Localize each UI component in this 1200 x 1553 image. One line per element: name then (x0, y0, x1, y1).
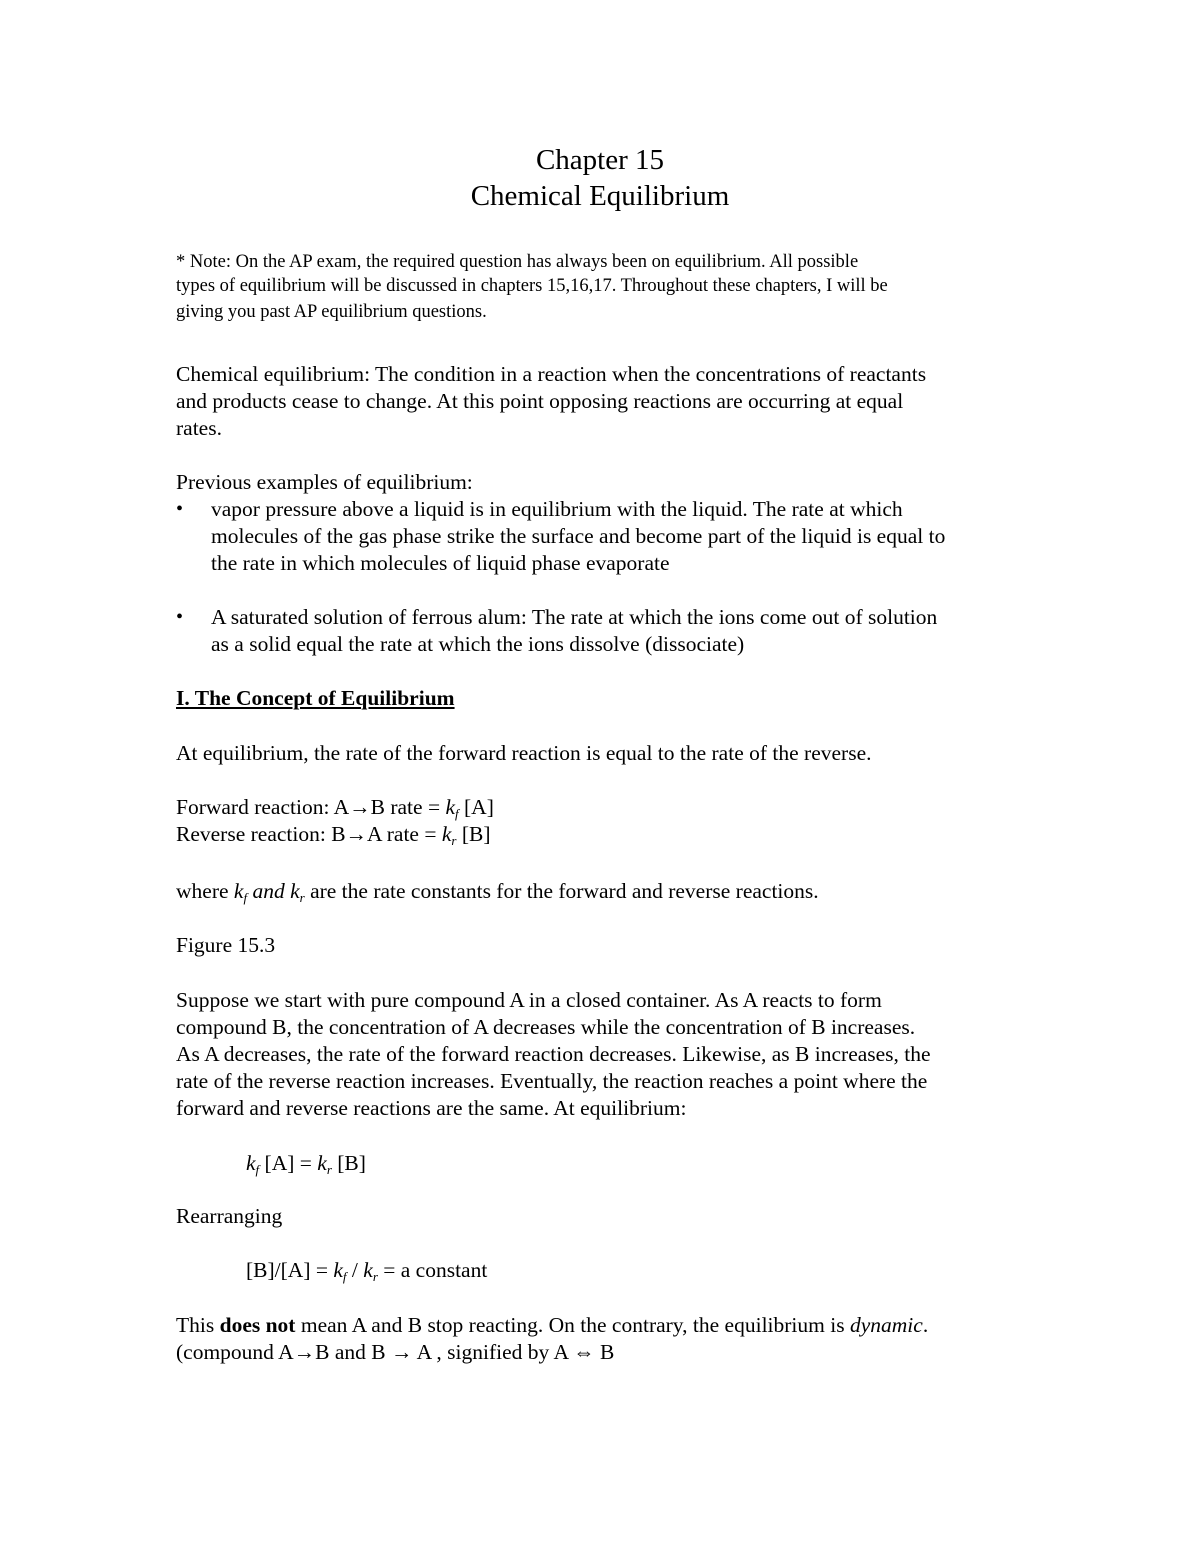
dynamic-notation: (compound A→B and B → A , signified by A ⇔ B (176, 1340, 615, 1364)
text-span: This (176, 1313, 220, 1337)
text-span: [B] (331, 1151, 366, 1175)
rate-constant-symbol: k (441, 822, 452, 846)
text-span: . (922, 1313, 929, 1337)
example-1-line-1: vapor pressure above a liquid is in equilibrium with the liquid. The rate at which (211, 497, 903, 521)
dynamic-statement (176, 1312, 928, 1339)
paragraph-line-3: As A decreases, the rate of the forward reaction decreases. Likewise, as B increases, the (176, 1042, 931, 1066)
rate-constant-symbol: k (317, 1151, 327, 1175)
reverse-reaction-tail: [B] (456, 822, 491, 846)
rate-constant-symbol: k (233, 879, 244, 903)
rate-constant-subscript: r (326, 1162, 332, 1177)
note-line-2: types of equilibrium will be discussed in chapters 15,16,17. Throughout these chapters, I will be (176, 276, 888, 296)
rate-constant-subscript: r (299, 890, 305, 905)
rate-constant-symbol: k (445, 795, 456, 819)
note-line-1: * Note: On the AP exam, the required question has always been on equilibrium. All possible (176, 252, 859, 272)
rate-constant-definition (176, 878, 819, 905)
text-span: / (346, 1258, 364, 1282)
page-title: Chemical Equilibrium (470, 180, 730, 212)
text-span: = a constant (377, 1258, 488, 1282)
equilibrium-equation (246, 1150, 366, 1177)
example-2-line-1: A saturated solution of ferrous alum: The rate at which the ions come out of solution (211, 605, 938, 629)
rate-constant-subscript: r (451, 833, 457, 848)
definition-line-3: rates. (176, 416, 222, 440)
rate-constant-symbol: k (363, 1258, 373, 1282)
reverse-reaction (176, 821, 491, 848)
bullet-icon: • (176, 498, 184, 520)
text-span: are the rate constants for the forward and reverse reactions. (304, 879, 819, 903)
rate-constant-subscript: r (372, 1269, 378, 1284)
example-1-line-2: molecules of the gas phase strike the surface and become part of the liquid is equal to (211, 524, 946, 548)
text-span: mean A and B stop reacting. On the contrary, the equilibrium is (295, 1313, 850, 1337)
example-2-line-2: as a solid equal the rate at which the ions dissolve (dissociate) (211, 632, 745, 656)
rate-constant-subscript: f (255, 1162, 260, 1177)
definition-line-1: Chemical equilibrium: The condition in a reaction when the concentrations of reactants (176, 362, 927, 386)
emphasis-bold: does not (219, 1313, 296, 1337)
definition-line-2: and products cease to change. At this point opposing reactions are occurring at equal (176, 389, 904, 413)
paragraph-line-2: compound B, the concentration of A decreases while the concentration of B increases. (176, 1015, 916, 1039)
rate-constant-symbol: k (290, 879, 300, 903)
equilibrium-statement: At equilibrium, the rate of the forward reaction is equal to the rate of the reverse. (176, 741, 872, 765)
paragraph-line-1: Suppose we start with pure compound A in a closed container. As A reacts to form (176, 988, 882, 1012)
rearranging-label: Rearranging (176, 1204, 283, 1228)
rate-constant-subscript: f (243, 890, 248, 905)
text-span: [B]/[A] = (246, 1258, 334, 1282)
bullet-icon: • (176, 606, 184, 628)
example-1-line-3: the rate in which molecules of liquid phase evaporate (211, 551, 670, 575)
examples-intro: Previous examples of equilibrium: (176, 470, 473, 494)
paragraph-line-4: rate of the reverse reaction increases. Eventually, the reaction reaches a point where the (176, 1069, 928, 1093)
rate-constant-symbol: k (333, 1258, 343, 1282)
text-span: where (176, 879, 234, 903)
text-span: and (247, 879, 291, 903)
forward-reaction (176, 794, 494, 821)
chapter-number: Chapter 15 (535, 144, 665, 176)
section-heading: I. The Concept of Equilibrium (176, 686, 455, 710)
forward-reaction-tail: [A] (458, 795, 494, 819)
paragraph-line-5: forward and reverse reactions are the same. At equilibrium: (176, 1096, 687, 1120)
rearranged-equation (246, 1257, 487, 1284)
rate-constant-subscript: f (342, 1269, 347, 1284)
figure-reference: Figure 15.3 (176, 933, 276, 957)
forward-reaction-label: Forward reaction: A→B rate = (176, 795, 446, 819)
emphasis-italic: dynamic (849, 1313, 923, 1337)
rate-constant-subscript: f (455, 806, 459, 821)
reverse-reaction-label: Reverse reaction: B→A rate = (176, 822, 442, 846)
rate-constant-symbol: k (246, 1151, 256, 1175)
text-span: [A] = (259, 1151, 318, 1175)
note-line-3: giving you past AP equilibrium questions. (176, 302, 487, 322)
